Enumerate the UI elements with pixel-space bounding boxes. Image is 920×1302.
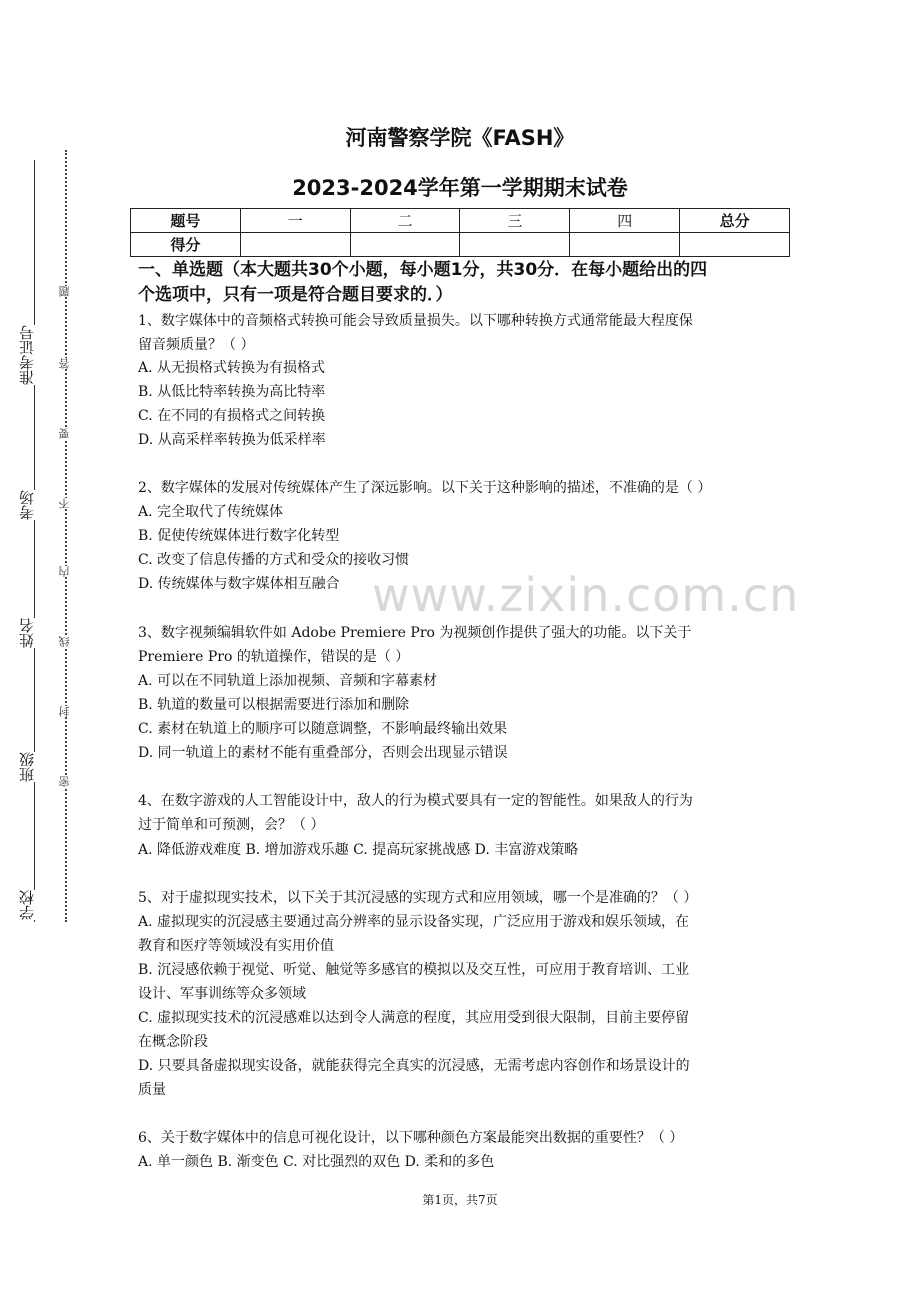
score-table-header-row: [131, 209, 790, 233]
question-3-option-b: B. 轨道的数量可以根据需要进行添加和删除: [138, 697, 410, 713]
section-heading-line: 个选项中，只有一项是符合题目要求的．）: [138, 285, 453, 305]
question-5-option-a: A. 虚拟现实的沉浸感主要通过高分辨率的显示设备实现，广泛应用于游戏和娱乐领域，在: [138, 914, 690, 930]
score-cell-input[interactable]: [460, 233, 570, 257]
question-3-option-d: D. 同一轨道上的素材不能有重叠部分，否则会出现显示错误: [138, 745, 508, 761]
seal-char: 题: [57, 286, 75, 297]
score-cell-label: 题号: [131, 209, 241, 233]
question-2-option-c: C. 改变了信息传播的方式和受众的接收习惯: [138, 552, 410, 568]
question-5-option-d: 质量: [138, 1082, 166, 1098]
page-footer: 第1页，共7页: [422, 1193, 498, 1207]
binding-label-name: 姓名: [16, 618, 40, 648]
seal-char: 内: [57, 566, 75, 577]
score-cell-input[interactable]: [350, 233, 460, 257]
binding-label-exam-id: 准考证号: [16, 325, 40, 385]
question-4-stem: 4、在数字游戏的人工智能设计中，敌人的行为模式要具有一定的智能性。如果敌人的行为: [138, 793, 693, 809]
seal-char: 密: [57, 776, 75, 787]
question-5-option-b: 设计、军事训练等众多领域: [138, 986, 306, 1002]
exam-term-title: 2023-2024学年第一学期期末试卷: [292, 176, 628, 200]
exam-school-title: 河南警察学院《FASH》: [345, 126, 575, 150]
score-cell-input[interactable]: [240, 233, 350, 257]
score-cell-header: 三: [460, 209, 570, 233]
score-cell-header: 一: [240, 209, 350, 233]
question-1-stem: 留音频质量？（ ）: [138, 337, 255, 353]
question-1-option-a: A. 从无损格式转换为有损格式: [138, 360, 326, 376]
watermark: www.zixin.com.cn: [372, 568, 800, 622]
question-5-option-c: C. 虚拟现实技术的沉浸感难以达到令人满意的程度，其应用受到很大限制，目前主要停留: [138, 1010, 690, 1026]
question-5-stem: 5、对于虚拟现实技术，以下关于其沉浸感的实现方式和应用领域，哪一个是准确的？（ ）: [138, 890, 698, 906]
section-heading-line: 一、单选题（本大题共30个小题，每小题1分，共30分．在每小题给出的四: [138, 260, 708, 280]
question-3-option-c: C. 素材在轨道上的顺序可以随意调整，不影响最终输出效果: [138, 721, 508, 737]
question-4-options: A. 降低游戏难度 B. 增加游戏乐趣 C. 提高玩家挑战感 D. 丰富游戏策略: [138, 842, 579, 858]
question-5-option-a: 教育和医疗等领域没有实用价值: [138, 938, 334, 954]
score-cell-input[interactable]: [570, 233, 680, 257]
score-table-score-row: [131, 233, 790, 257]
binding-solid-line: [34, 160, 35, 922]
binding-label-exam-room: 考场: [16, 490, 40, 520]
section-heading: [138, 258, 788, 308]
seal-char: 线: [57, 636, 75, 647]
score-table: [130, 208, 790, 257]
score-cell-header: 四: [570, 209, 680, 233]
question-6-stem: 6、关于数字媒体中的信息可视化设计，以下哪种颜色方案最能突出数据的重要性？（ ）: [138, 1130, 684, 1146]
score-cell-input[interactable]: [680, 233, 790, 257]
question-3-stem: 3、数字视频编辑软件如 Adobe Premiere Pro 为视频创作提供了强大的功能。以下关于: [138, 625, 692, 641]
question-4-stem: 过于简单和可预测，会？（ ）: [138, 817, 325, 833]
score-cell-header: 二: [350, 209, 460, 233]
question-1-option-c: C. 在不同的有损格式之间转换: [138, 408, 326, 424]
binding-label-school: 学校: [16, 890, 40, 920]
question-3-stem: Premiere Pro 的轨道操作，错误的是（ ）: [138, 649, 410, 665]
question-5-option-c: 在概念阶段: [138, 1034, 208, 1050]
question-6-options: A. 单一颜色 B. 渐变色 C. 对比强烈的双色 D. 柔和的多色: [138, 1154, 495, 1170]
binding-label-class: 班级: [16, 752, 40, 782]
question-3-option-a: A. 可以在不同轨道上添加视频、音频和字幕素材: [138, 673, 438, 689]
seal-char: 封: [57, 706, 75, 717]
question-1-stem: 1、数字媒体中的音频格式转换可能会导致质量损失。以下哪种转换方式通常能最大程度保: [138, 313, 693, 329]
question-5-option-d: D. 只要具备虚拟现实设备，就能获得完全真实的沉浸感，无需考虑内容创作和场景设计的: [138, 1058, 690, 1074]
question-5-option-b: B. 沉浸感依赖于视觉、听觉、触觉等多感官的模拟以及交互性，可应用于教育培训、工业: [138, 962, 690, 978]
seal-char: 不: [57, 498, 75, 509]
seal-char: 答: [57, 358, 75, 369]
question-2-stem: 2、数字媒体的发展对传统媒体产生了深远影响。以下关于这种影响的描述，不准确的是（ ）: [138, 480, 712, 496]
question-1-option-d: D. 从高采样率转换为低采样率: [138, 432, 326, 448]
question-1-option-b: B. 从低比特率转换为高比特率: [138, 384, 326, 400]
binding-dotted-line: [65, 150, 67, 922]
question-2-option-d: D. 传统媒体与数字媒体相互融合: [138, 576, 340, 592]
seal-char: 要: [57, 428, 75, 439]
question-2-option-a: A. 完全取代了传统媒体: [138, 504, 284, 520]
score-cell-label: 得分: [131, 233, 241, 257]
score-cell-total: 总分: [680, 209, 790, 233]
question-2-option-b: B. 促使传统媒体进行数字化转型: [138, 528, 340, 544]
